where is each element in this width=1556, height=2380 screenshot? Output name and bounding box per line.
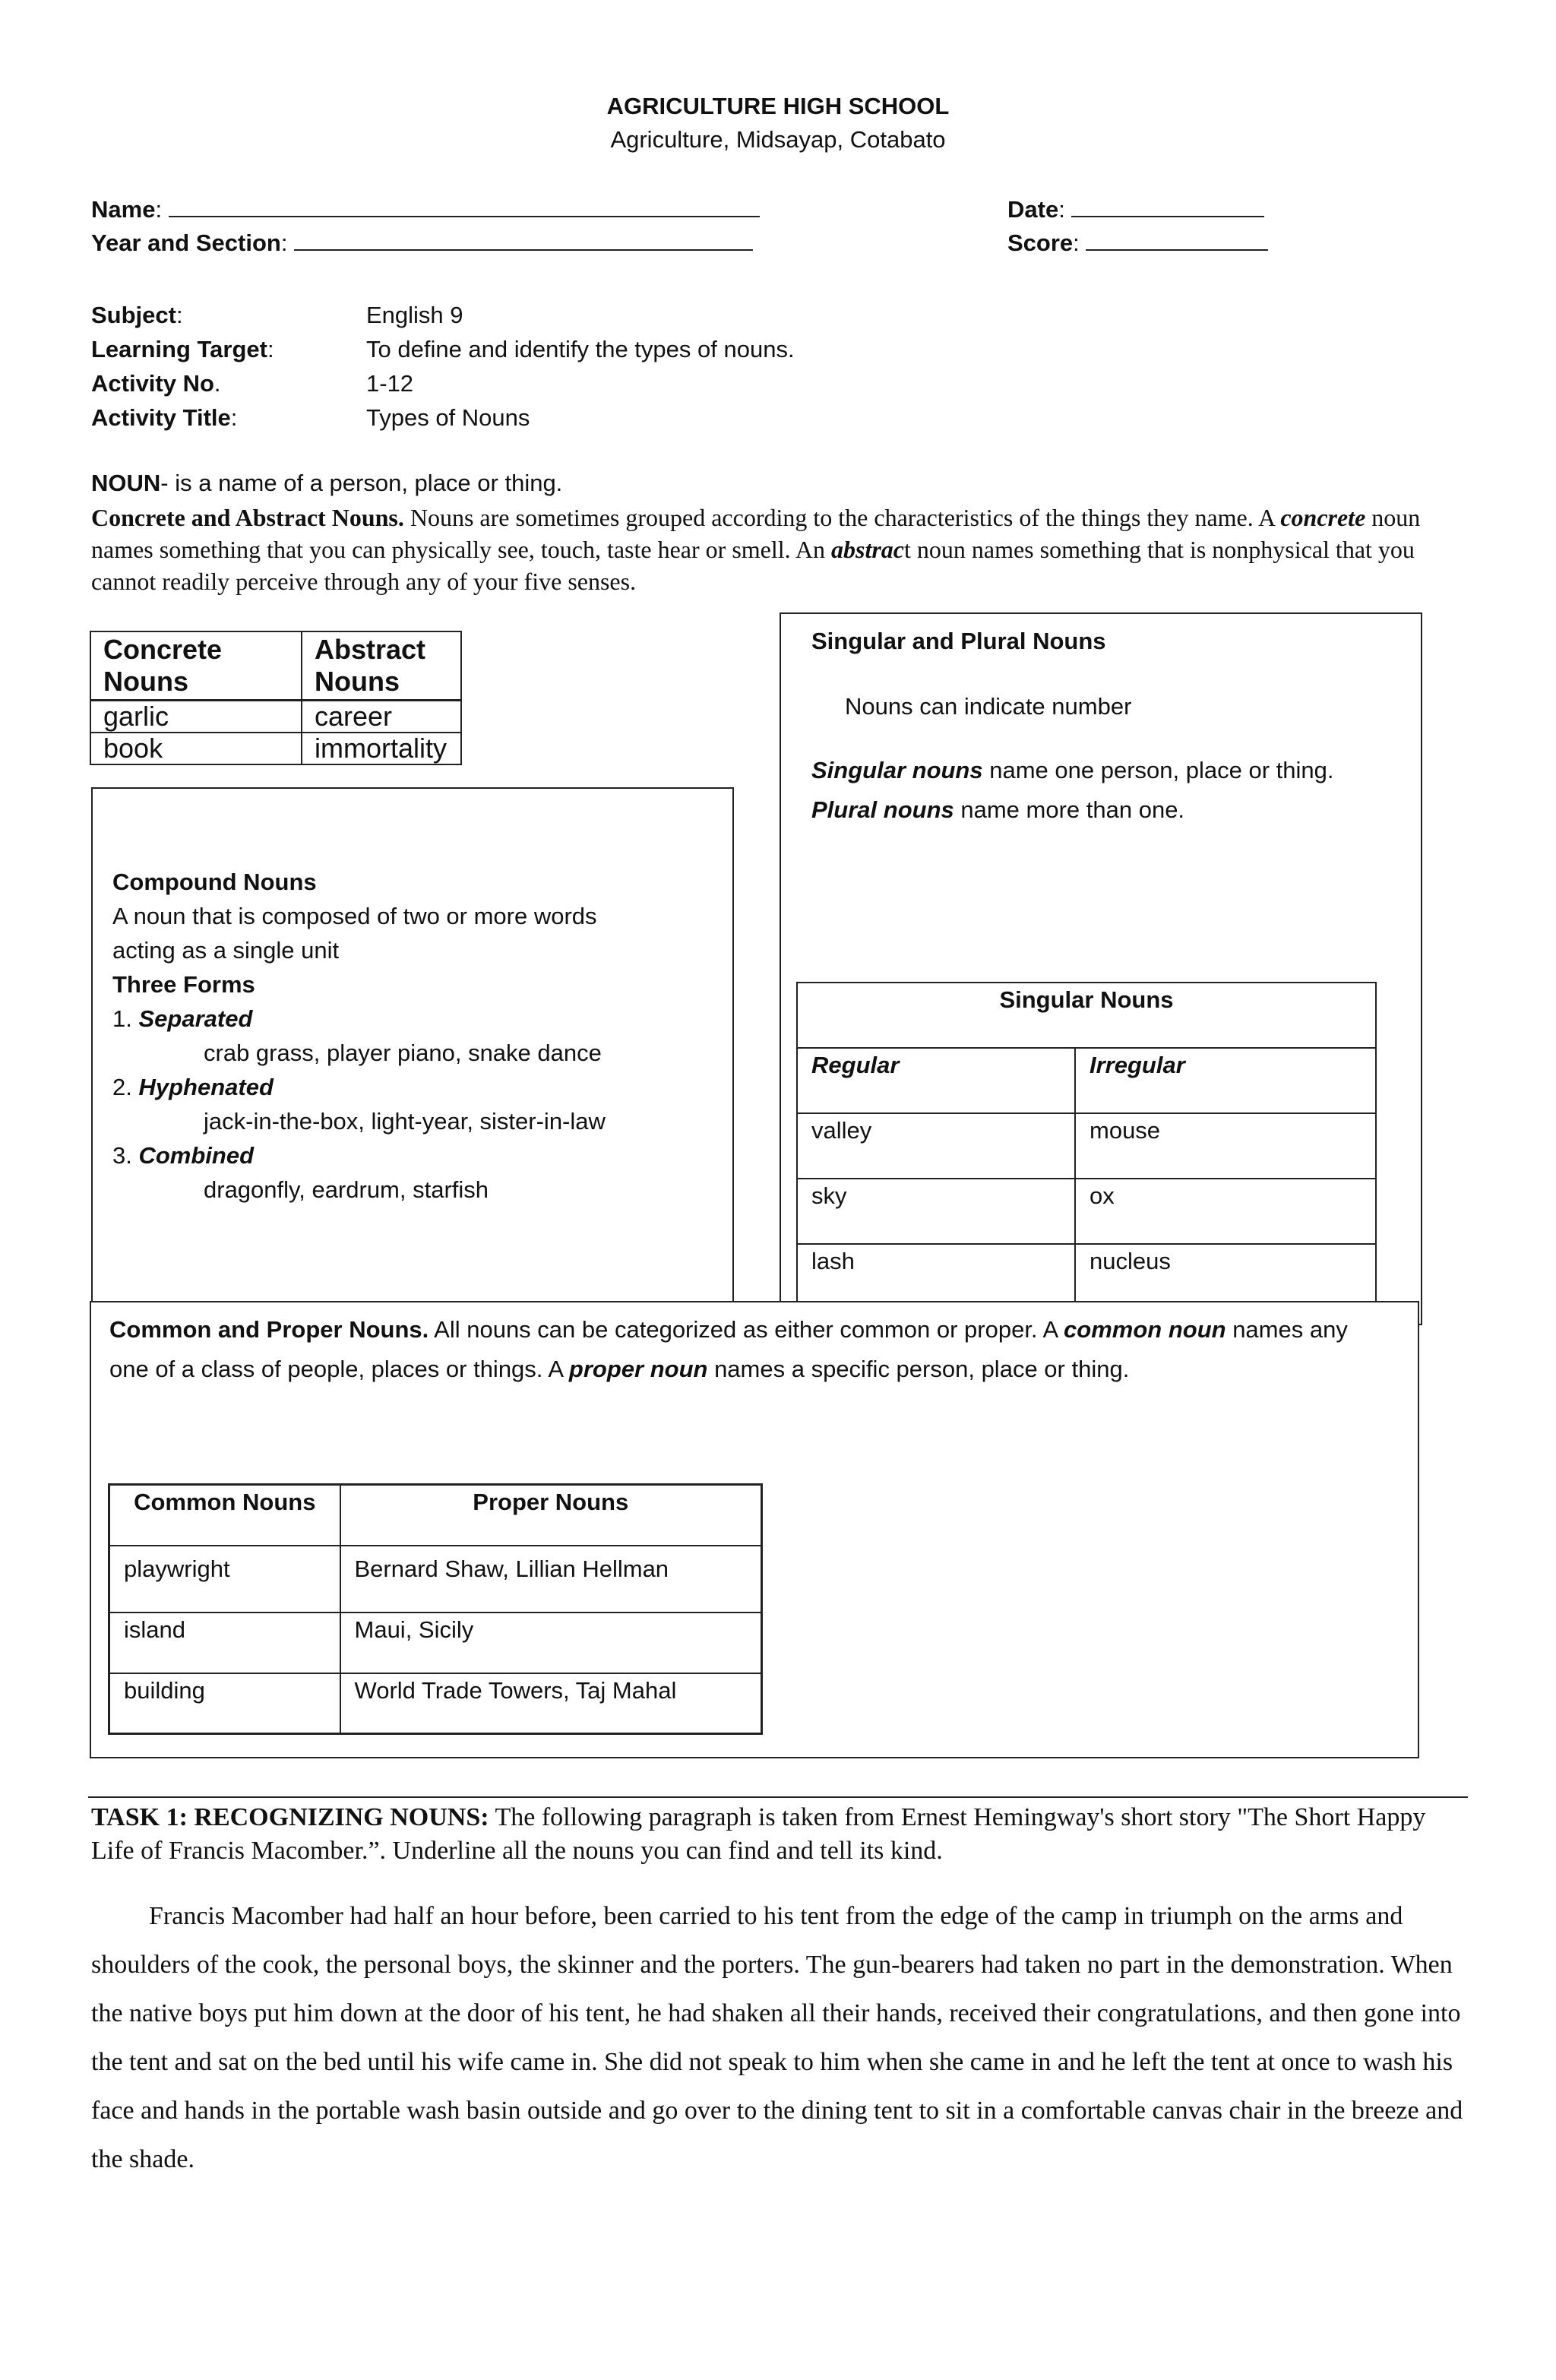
three-forms-title: Three Forms (112, 971, 255, 998)
noun-definition (91, 470, 562, 497)
table-row (109, 1546, 762, 1613)
compound-title: Compound Nouns (112, 869, 317, 895)
plural-term: Plural nouns (811, 796, 954, 823)
table-row (797, 1113, 1376, 1179)
concrete-abstract-table (90, 631, 462, 765)
school-name: AGRICULTURE HIGH SCHOOL (606, 93, 950, 119)
common-proper-table (108, 1483, 763, 1735)
common-noun-term: common noun (1064, 1316, 1226, 1343)
singular-text: name one person, place or thing. (982, 757, 1334, 783)
compound-form (112, 1002, 690, 1036)
concrete-term: concrete (1280, 504, 1366, 531)
name-field[interactable]: Name: (91, 195, 760, 223)
activity-title-value: Types of Nouns (366, 404, 530, 431)
common-proper-heading: Common and Proper Nouns. (109, 1316, 429, 1343)
table-header-row (90, 631, 461, 701)
table-title-row (797, 983, 1376, 1048)
table-cell: lash (797, 1244, 1075, 1309)
proper-nouns-header: Proper Nouns (340, 1485, 762, 1546)
learning-target-value: To define and identify the types of nouns. (366, 336, 795, 362)
date-line[interactable] (1071, 195, 1264, 217)
table-cell: ox (1075, 1179, 1376, 1244)
table-cell: World Trade Towers, Taj Mahal (340, 1673, 762, 1734)
table-cell: building (109, 1673, 340, 1734)
form-name: Hyphenated (138, 1074, 274, 1100)
common-proper-text-1: All nouns can be categorized as either common or proper. A (429, 1316, 1064, 1343)
task-instructions-text: The following paragraph is taken from Ernest Hemingway's short story "The Short Happy Life of Francis Macomber.”. Underline all the nouns you can find and tell its kind. (91, 1803, 1426, 1865)
table-row (109, 1673, 762, 1734)
table-cell: Maui, Sicily (340, 1613, 762, 1673)
compound-definition: A noun that is composed of two or more words acting as a single unit (112, 903, 597, 964)
proper-noun-term: proper noun (568, 1356, 708, 1382)
common-proper-paragraph (109, 1310, 1393, 1389)
form-number: 2. (112, 1074, 132, 1100)
form-examples: jack-in-the-box, light-year, sister-in-law (204, 1108, 606, 1135)
table-cell: book (90, 733, 302, 764)
compound-form (112, 1138, 690, 1173)
plural-definition (811, 796, 1184, 824)
name-label: Name (91, 196, 156, 223)
table-cell: mouse (1075, 1113, 1376, 1179)
school-address: Agriculture, Midsayap, Cotabato (610, 126, 946, 153)
singular-plural-intro: Nouns can indicate number (845, 693, 1132, 720)
name-line[interactable] (169, 195, 760, 217)
date-field[interactable]: Date: (1007, 195, 1264, 223)
score-label: Score (1007, 229, 1074, 256)
concrete-abstract-text-2: noun names something that you can physically see, touch, taste hear or smell. An (91, 504, 1421, 563)
table-cell: valley (797, 1113, 1075, 1179)
table-row (90, 733, 461, 764)
regular-header: Regular (797, 1048, 1075, 1113)
year-section-field[interactable]: Year and Section: (91, 228, 753, 257)
form-examples: dragonfly, eardrum, starfish (204, 1176, 489, 1203)
singular-nouns-table (796, 982, 1377, 1310)
common-proper-text-3: names a specific person, place or thing. (707, 1356, 1130, 1382)
table-cell: playwright (109, 1546, 340, 1613)
form-name: Combined (138, 1142, 255, 1169)
table-row (797, 1244, 1376, 1309)
table-row (90, 701, 461, 733)
info-block: Subject: Learning Target: Activity No. Activity Title: (91, 302, 274, 431)
noun-definition-text: - is a name of a person, place or thing. (160, 470, 563, 496)
hemingway-paragraph[interactable]: Francis Macomber had half an hour before, been carried to his tent from the edge of the camp in triumph on the arms and shoulders of the cook, the personal boys, the skinner and the porters. The gun-bearers had taken no part in the demonstration. When the native boys put him down at the door of his tent, he had shaken all their hands, received their congratulations, and then gone into the tent and sat on the bed until his wife came in. She did not speak to him when she came in and he left the tent at once to wash his face and hands in the portable wash basin outside and go over to the dining tent to sit in a comfortable canvas chair in the breeze and the shade. (91, 1902, 1463, 2173)
form-number: 1. (112, 1005, 132, 1032)
date-label: Date (1007, 196, 1059, 223)
compound-form (112, 1070, 690, 1104)
concrete-abstract-paragraph (91, 502, 1466, 597)
year-section-line[interactable] (294, 228, 753, 251)
singular-nouns-title: Singular Nouns (797, 983, 1376, 1048)
activity-no-label: Activity No (91, 370, 214, 397)
form-name: Separated (138, 1005, 253, 1032)
singular-plural-title: Singular and Plural Nouns (811, 628, 1106, 654)
plural-text: name more than one. (954, 796, 1185, 823)
table-cell: nucleus (1075, 1244, 1376, 1309)
form-examples: crab grass, player piano, snake dance (204, 1040, 602, 1066)
learning-target-label: Learning Target (91, 336, 267, 362)
common-proper-box (90, 1301, 1419, 1758)
singular-definition (811, 757, 1333, 784)
table-cell: Bernard Shaw, Lillian Hellman (340, 1546, 762, 1613)
year-section-label: Year and Section (91, 229, 281, 256)
task-instructions (91, 1801, 1466, 1868)
table-header-row (109, 1485, 762, 1546)
concrete-abstract-heading: Concrete and Abstract Nouns. (91, 504, 404, 531)
table-cell: garlic (90, 701, 302, 733)
table-row (109, 1613, 762, 1673)
info-values (366, 298, 795, 435)
table-cell: island (109, 1613, 340, 1673)
table-row (797, 1179, 1376, 1244)
irregular-header: Irregular (1075, 1048, 1376, 1113)
subject-label: Subject (91, 302, 176, 328)
concrete-abstract-text-3: t noun names something that is nonphysical that you cannot readily perceive through any of your five senses. (91, 536, 1415, 595)
singular-term: Singular nouns (811, 757, 983, 783)
concrete-header: Concrete Nouns (90, 631, 302, 701)
common-proper-text-2: names any one of a class of people, places or things. A (109, 1316, 1348, 1382)
activity-title-label: Activity Title (91, 404, 231, 431)
common-nouns-header: Common Nouns (109, 1485, 340, 1546)
compound-nouns-box (91, 787, 734, 1309)
compound-content (112, 865, 690, 1207)
abstract-term: abstrac (830, 536, 904, 563)
singular-plural-box (780, 612, 1422, 1325)
score-line[interactable] (1086, 228, 1268, 251)
table-cell: immortality (302, 733, 461, 764)
table-cell: career (302, 701, 461, 733)
subject-value: English 9 (366, 302, 463, 328)
section-divider (88, 1796, 1468, 1798)
score-field[interactable]: Score: (1007, 228, 1268, 257)
form-number: 3. (112, 1142, 132, 1169)
table-cell: sky (797, 1179, 1075, 1244)
activity-no-value: 1-12 (366, 370, 414, 397)
abstract-header: Abstract Nouns (302, 631, 461, 701)
concrete-abstract-text-1: Nouns are sometimes grouped according to the characteristics of the things they name. A (403, 504, 1281, 531)
table-header-row (797, 1048, 1376, 1113)
noun-term: NOUN (91, 470, 161, 496)
task-heading: TASK 1: RECOGNIZING NOUNS: (91, 1803, 489, 1831)
